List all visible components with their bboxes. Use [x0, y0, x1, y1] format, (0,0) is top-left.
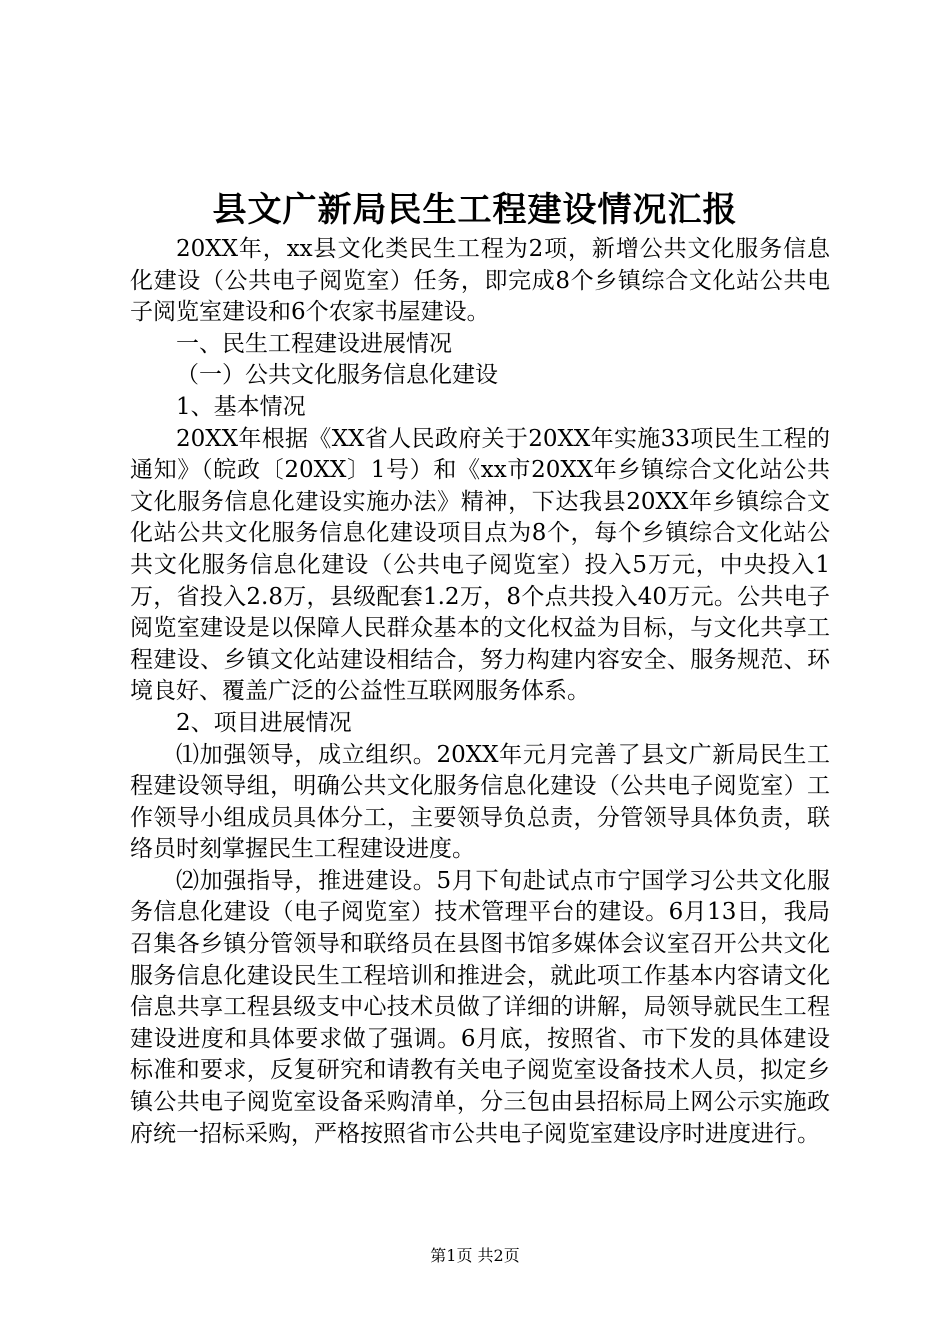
paragraph-intro: 20XX年，xx县文化类民生工程为2项，新增公共文化服务信息化建设（公共电子阅览室）任务，即完成8个乡镇综合文化站公共电子阅览室建设和6个农家书屋建设。 — [130, 236, 830, 326]
page-footer: 第1页 共2页 — [430, 1246, 520, 1265]
paragraph-basic-situation: 20XX年根据《XX省人民政府关于20XX年实施33项民生工程的通知》（皖政〔20XX〕1号）和《xx市20XX年乡镇综合文化站公共文化服务信息化建设实施办法》精神，下达我县20XX年乡镇综合文化站公共文化服务信息化建设项目点为8个，每个乡镇综合文化站公共文化服务信息化建设（公共电子阅览室）投入5万元，中央投入1万，省投入2.8万，县级配套1.2万，8个点共投入40万元。公共电子阅览室建设是以保障人民群众基本的文化权益为目标，与文化共享工程建设、乡镇文化站建设相结合，努力构建内容安全、服务规范、环境良好、覆盖广泛的公益性互联网服务体系。 — [130, 425, 830, 705]
heading-section-1: 一、民生工程建设进展情况 — [176, 330, 452, 357]
heading-project-progress: 2、项目进展情况 — [176, 709, 352, 736]
paragraph-leadership: ⑴加强领导，成立组织。20XX年元月完善了县文广新局民生工程建设领导组，明确公共文化服务信息化建设（公共电子阅览室）工作领导小组成员具体分工，主要领导负总责，分管领导具体负责，联络员时刻掌握民生工程建设进度。 — [130, 741, 830, 863]
paragraph-guidance: ⑵加强指导，推进建设。5月下旬赴试点市宁国学习公共文化服务信息化建设（电子阅览室）技术管理平台的建设。6月13日，我局召集各乡镇分管领导和联络员在县图书馆多媒体会议室召开公共文化服务信息化建设民生工程培训和推进会，就此项工作基本内容请文化信息共享工程县级支中心技术员做了详细的讲解，局领导就民生工程建设进度和具体要求做了强调。6月底，按照省、市下发的具体建设标准和要求，反复研究和请教有关电子阅览室设备技术人员，拟定乡镇公共电子阅览室设备采购清单，分三包由县招标局上网公示实施政府统一招标采购，严格按照省市公共电子阅览室建设序时进度进行。 — [130, 867, 830, 1147]
heading-basic-situation: 1、基本情况 — [176, 393, 306, 420]
heading-subsection-1: （一）公共文化服务信息化建设 — [176, 362, 498, 389]
document-body — [130, 234, 830, 1150]
document-title: 县文广新局民生工程建设情况汇报 — [212, 190, 738, 230]
